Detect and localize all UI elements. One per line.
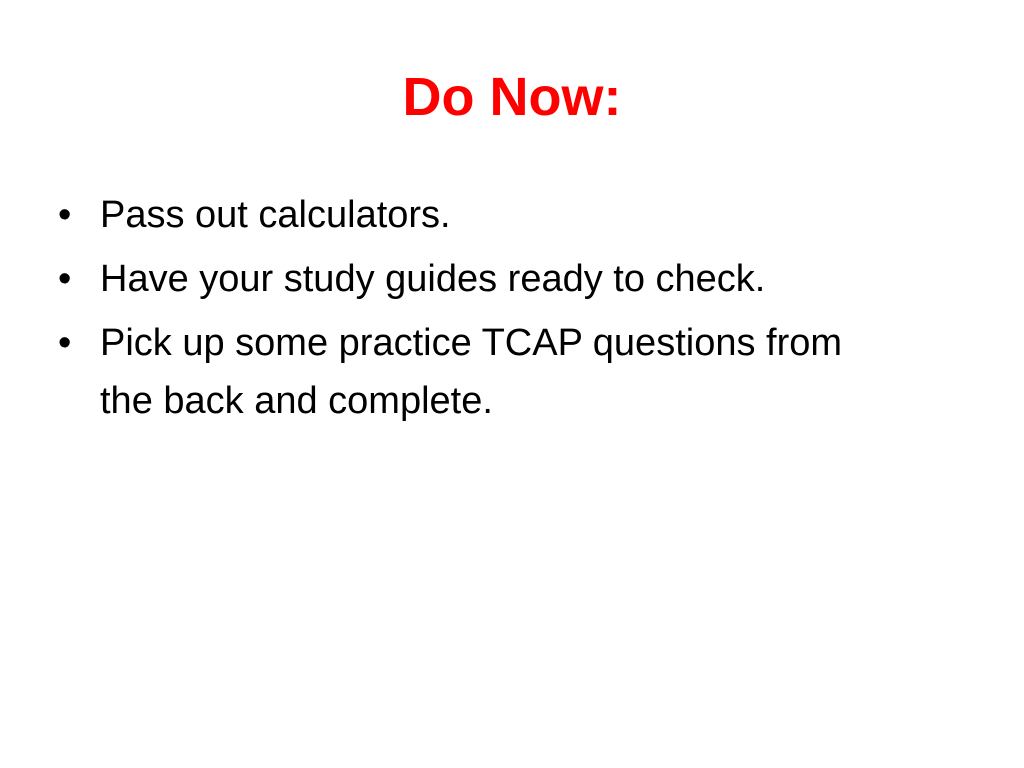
bullet-list — [58, 186, 958, 436]
slide-title: Do Now: — [402, 67, 622, 127]
bullet-text: Have your study guides ready to check. — [100, 258, 766, 300]
bullet-text: Pick up some practice TCAP questions from the back and complete. — [100, 322, 843, 422]
bullet-text: Pass out calculators. — [100, 194, 451, 236]
bullet-item — [58, 314, 958, 430]
bullet-item — [58, 250, 958, 308]
bullet-marker: • — [58, 194, 72, 236]
bullet-item — [58, 186, 958, 244]
bullet-marker: • — [58, 322, 72, 364]
bullet-marker: • — [58, 258, 72, 300]
